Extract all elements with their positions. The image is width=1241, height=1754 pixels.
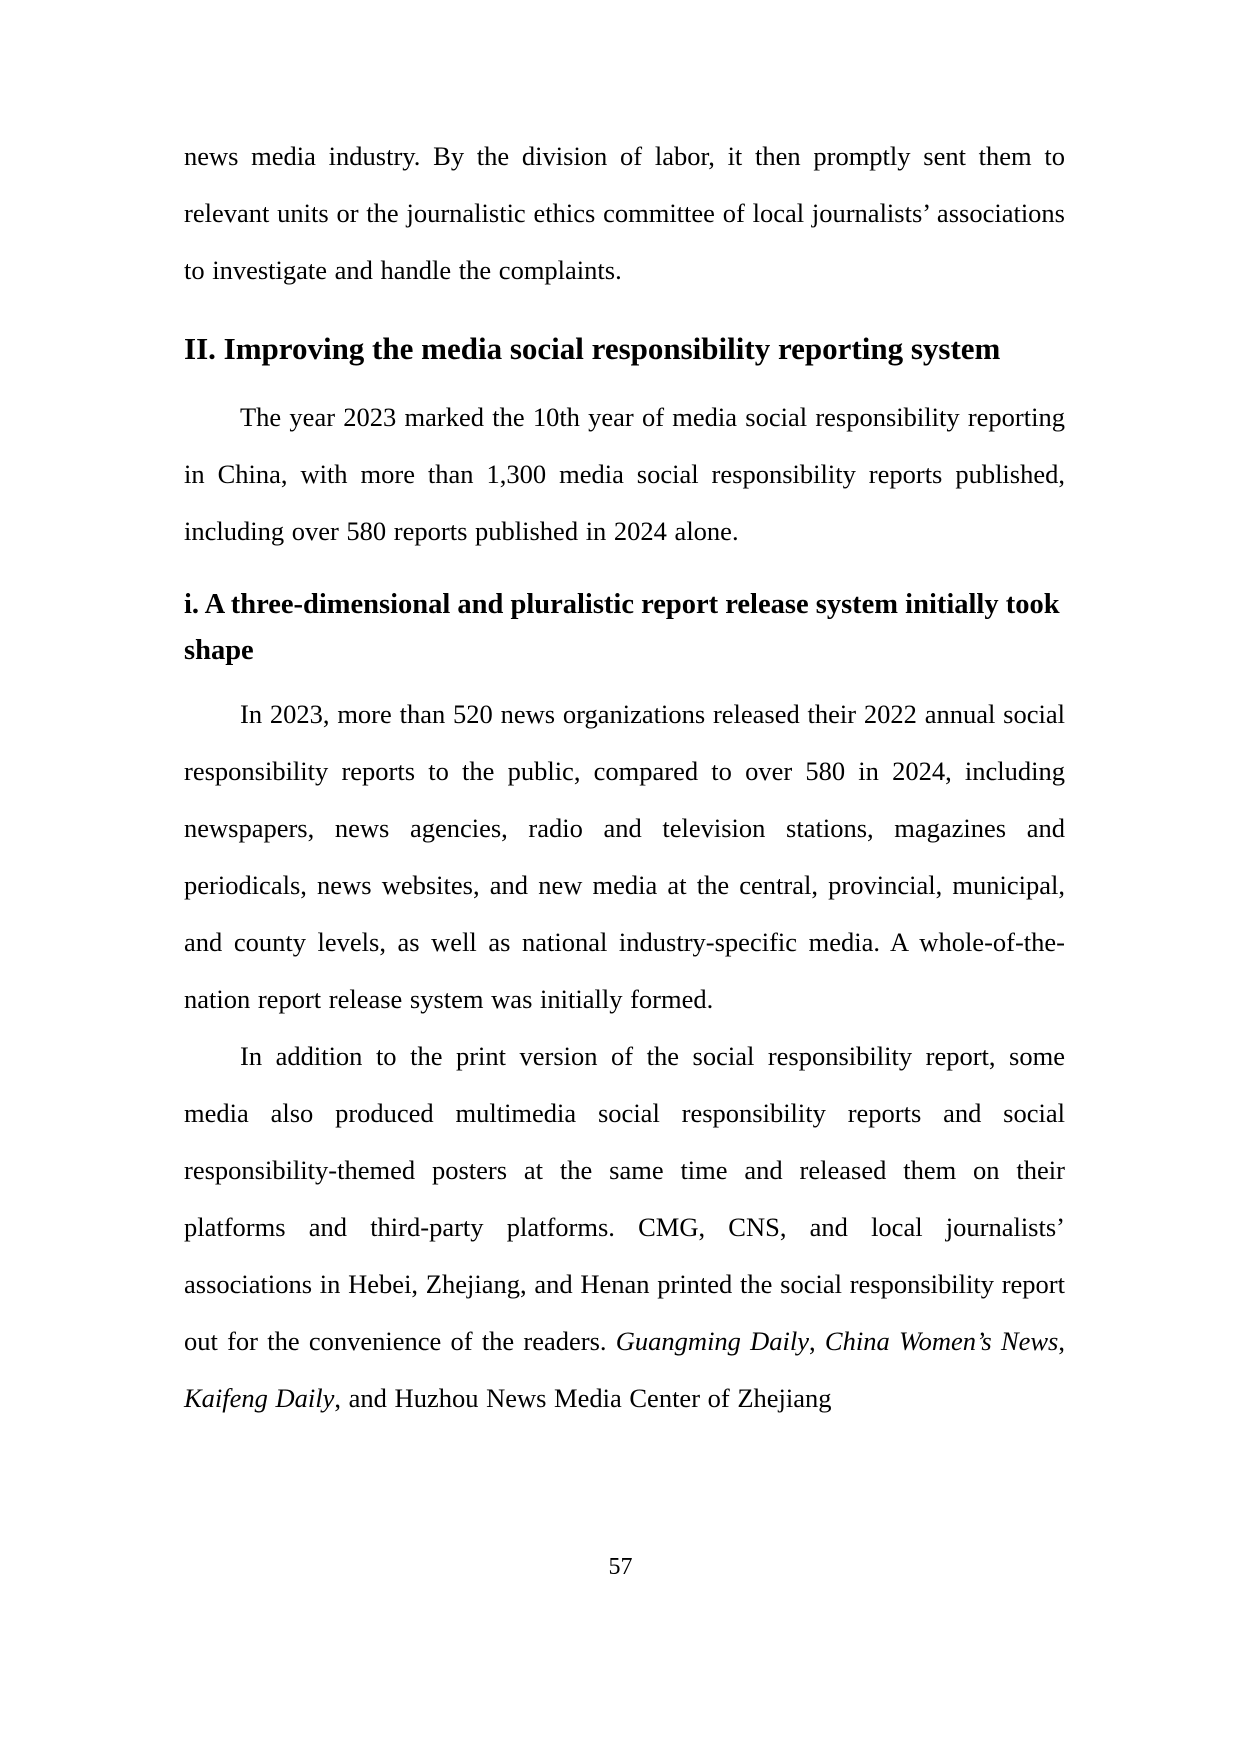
section-heading-ii: II. Improving the media social responsibility reporting system [184, 331, 1001, 366]
page-number: 57 [608, 1554, 633, 1580]
paragraph-multimedia-separator: , [809, 1326, 825, 1356]
publication-name-kaifeng-daily: Kaifeng Daily [184, 1383, 335, 1413]
publication-name-guangming-daily: Guangming Daily [615, 1326, 810, 1356]
subsection-heading-i: i. A three-dimensional and pluralistic report release system initially took shape [184, 589, 1060, 666]
paragraph-reporting-10th-year: The year 2023 marked the 10th year of media social responsibility reporting in China, with more than 1,300 media social responsibility reports published, including over 580 reports published in 2024 alone. [184, 402, 1065, 546]
paragraph-multimedia-segment-end: , and Huzhou News Media Center of Zhejiang [334, 1383, 832, 1413]
paragraph-multimedia-separator-2: , [1058, 1326, 1065, 1356]
paragraph-release-system: In 2023, more than 520 news organizations released their 2022 annual social responsibility reports to the public, compared to over 580 in 2024, including newspapers, news agencies, radio and television stations, magazines and periodicals, news websites, and new media at the central, provincial, municipal, and county levels, as well as national industry-specific media. A whole-of-the-nation report release system was initially formed. [184, 699, 1065, 1014]
paragraph-complaint-handling: news media industry. By the division of labor, it then promptly sent them to relevant units or the journalistic ethics committee of local journalists’ associations to investigate and handle the complaints. [184, 141, 1065, 285]
paragraph-multimedia-segment: In addition to the print version of the social responsibility report, some media also produced multimedia social responsibility reports and social responsibility-themed posters at the same time and released them on their platforms and third-party platforms. CMG, CNS, and local journalists’ associations in Hebei, Zhejiang, and Henan printed the social responsibility report out for the convenience of the readers. [184, 1041, 1065, 1356]
paragraph-multimedia-reports [184, 1028, 1065, 1427]
publication-name-china-womens-news: China Women’s News [824, 1326, 1059, 1356]
